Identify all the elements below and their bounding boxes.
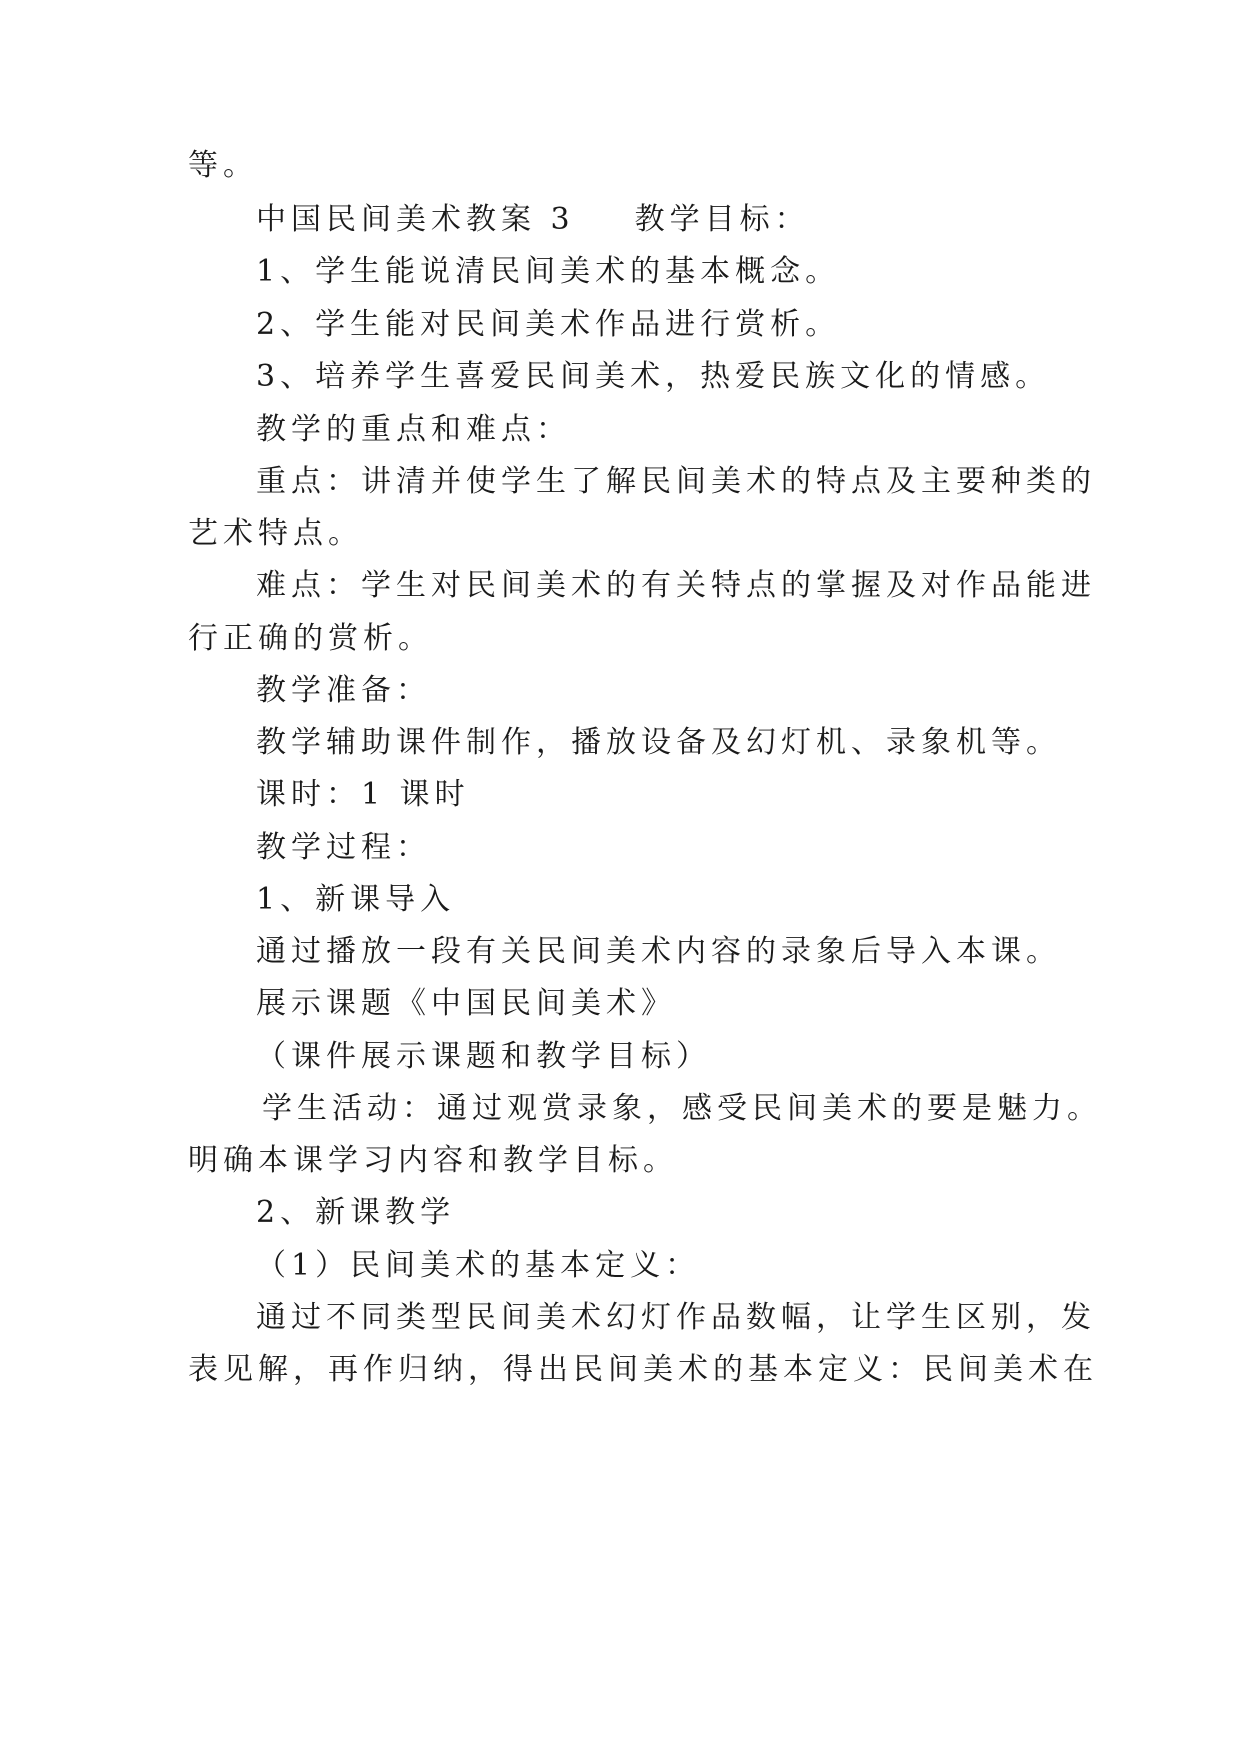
text-line: 3、培养学生喜爱民间美术，热爱民族文化的情感。	[256, 359, 1051, 394]
text-line: 艺术特点。	[188, 516, 363, 551]
text-line: 教学辅助课件制作，播放设备及幻灯机、录象机等。	[256, 725, 1061, 760]
lesson-title: 中国民间美术教案 3	[256, 202, 575, 237]
text-line: 行正确的赏析。	[188, 621, 433, 656]
text-line: 教学的重点和难点：	[256, 412, 571, 447]
text-line: 难点：学生对民间美术的有关特点的掌握及对作品能进	[256, 568, 1096, 603]
text-line: 2、新课教学	[256, 1195, 456, 1230]
text-line: 重点：讲清并使学生了解民间美术的特点及主要种类的	[256, 464, 1096, 499]
text-line: 通过不同类型民间美术幻灯作品数幅，让学生区别，发	[256, 1300, 1096, 1335]
text-line: 等。	[188, 148, 258, 183]
text-line: 教学准备：	[256, 673, 431, 708]
text-line: 学生活动：通过观赏录象，感受民间美术的要是魅力。	[262, 1091, 1102, 1126]
text-line: （1）民间美术的基本定义：	[256, 1248, 701, 1283]
text-line: 明确本课学习内容和教学目标。	[188, 1143, 678, 1178]
text-line: 课时：1 课时	[256, 777, 470, 812]
text-line: （课件展示课题和教学目标）	[256, 1039, 711, 1074]
text-line: 2、学生能对民间美术作品进行赏析。	[256, 307, 841, 342]
text-line: 1、新课导入	[256, 882, 456, 917]
section-heading	[256, 200, 810, 240]
text-line: 通过播放一段有关民间美术内容的录象后导入本课。	[256, 934, 1061, 969]
text-line: 表见解，再作归纳，得出民间美术的基本定义：民间美术在	[188, 1352, 1098, 1387]
text-line: 展示课题《中国民间美术》	[256, 986, 676, 1021]
text-line: 教学过程：	[256, 830, 431, 865]
text-line: 1、学生能说清民间美术的基本概念。	[256, 254, 841, 289]
objectives-heading: 教学目标：	[634, 202, 810, 237]
